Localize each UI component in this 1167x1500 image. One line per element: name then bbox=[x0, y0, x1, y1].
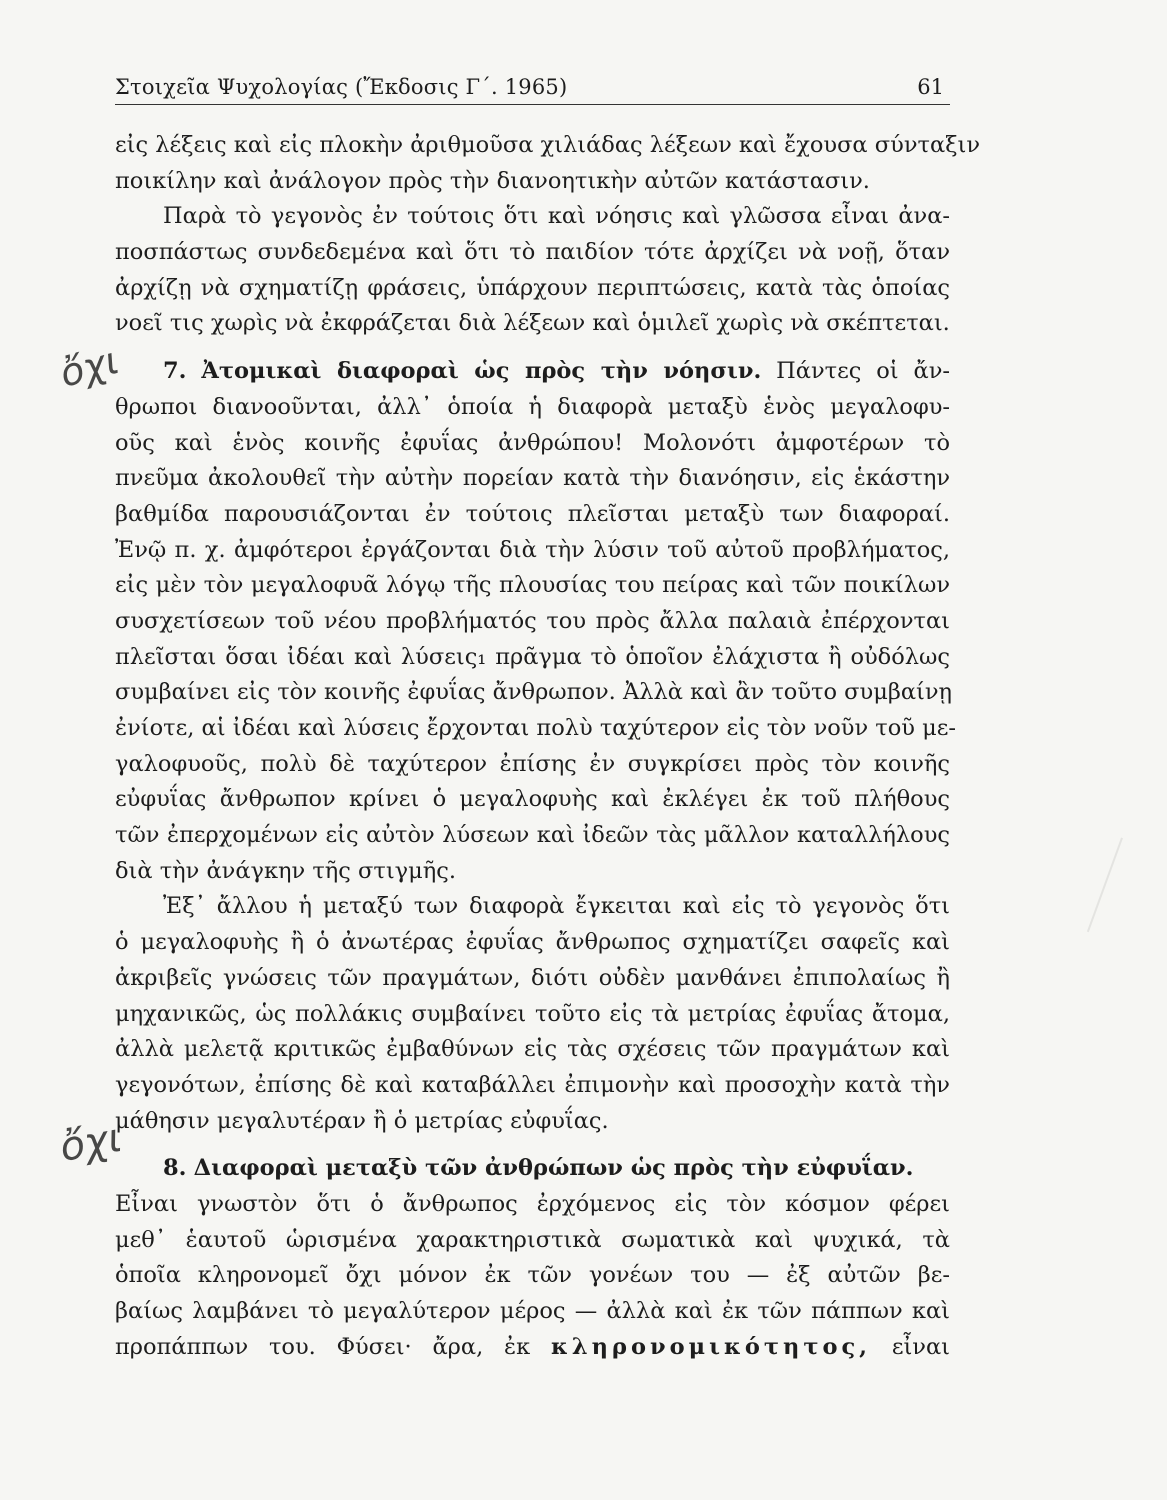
text-line-last bbox=[115, 1330, 950, 1366]
text-run: προπάππων του. Φύσει· ἄρα, ἐκ bbox=[115, 1333, 531, 1360]
text-line: ἀρχίζῃ νὰ σχηματίζῃ φράσεις, ὑπάρχουν περιπτώσεις, κατὰ τὰς ὁποίας bbox=[115, 274, 950, 301]
spaced-emphasis-word: κληρονομικότητος, bbox=[551, 1333, 872, 1360]
text-line: ποικίλην καὶ ἀνάλογον πρὸς τὴν διανοητικὴν αὐτῶν κατάστασιν. bbox=[115, 167, 870, 194]
text-line: θρωποι διανοοῦνται, ἀλλ᾽ ὁποία ἡ διαφορὰ μεταξὺ ἑνὸς μεγαλοφυ- bbox=[115, 393, 950, 420]
running-head-title: Στοιχεῖα Ψυχολογίας (Ἔκδοσις Γ΄. 1965) bbox=[115, 75, 568, 99]
text-line: γεγονότων, ἐπίσης δὲ καὶ καταβάλλει ἐπιμονὴν καὶ προσοχὴν κατὰ τὴν bbox=[115, 1071, 950, 1098]
text-line: πλεῖσται ὅσαι ἰδέαι καὶ λύσεις₁ πρᾶγμα τὸ ὁποῖον ἐλάχιστα ἢ οὐδόλως bbox=[115, 643, 950, 670]
text-line: διὰ τὴν ἀνάγκην τῆς στιγμῆς. bbox=[115, 857, 456, 884]
text-line: εἰς μὲν τὸν μεγαλοφυᾶ λόγῳ τῆς πλουσίας του πείρας καὶ τῶν ποικίλων bbox=[115, 572, 950, 599]
handwritten-margin-note: ὄχι bbox=[55, 338, 124, 396]
handwritten-margin-note: ὄχι bbox=[56, 1114, 126, 1172]
text-line: βαίως λαμβάνει τὸ μεγαλύτερον μέρος — ἀλλὰ καὶ ἐκ τῶν πάππων καὶ bbox=[115, 1298, 950, 1324]
section-title: Ἀτομικαὶ διαφοραὶ ὡς πρὸς τὴν νόησιν. bbox=[201, 358, 762, 385]
text-run: Πάντες οἱ ἄν- bbox=[776, 358, 950, 385]
section-7-first-line bbox=[115, 354, 950, 390]
text-line: πνεῦμα ἀκολουθεῖ τὴν αὐτὴν πορείαν κατὰ τὴν διανόησιν, εἰς ἑκάστην bbox=[115, 465, 950, 492]
text-line: εἰς λέξεις καὶ εἰς πλοκὴν ἀριθμοῦσα χιλιάδας λέξεων καὶ ἔχουσα σύνταξιν bbox=[115, 132, 981, 158]
text-line: ἀκριβεῖς γνώσεις τῶν πραγμάτων, διότι οὐδὲν μανθάνει ἐπιπολαίως ἢ bbox=[115, 964, 950, 991]
text-line: νοεῖ τις χωρὶς νὰ ἐκφράζεται διὰ λέξεων καὶ ὁμιλεῖ χωρὶς νὰ σκέπτεται. bbox=[115, 310, 950, 337]
section-8-heading-line bbox=[115, 1151, 950, 1187]
text-line: μάθησιν μεγαλυτέραν ἢ ὁ μετρίας εὐφυΐας. bbox=[115, 1107, 609, 1134]
text-line: Παρὰ τὸ γεγονὸς ἐν τούτοις ὅτι καὶ νόησις καὶ γλῶσσα εἶναι ἀνα- bbox=[163, 203, 950, 230]
text-line: μηχανικῶς, ὡς πολλάκις συμβαίνει τοῦτο εἰς τὰ μετρίας ἐφυΐας ἄτομα, bbox=[115, 1000, 950, 1027]
page-body bbox=[115, 128, 981, 1365]
bleed-through-mark bbox=[1087, 838, 1151, 943]
text-line: ἀλλὰ μελετᾷ κριτικῶς ἐμβαθύνων εἰς τὰς σχέσεις τῶν πραγμάτων καὶ bbox=[115, 1036, 950, 1063]
text-line: βαθμίδα παρουσιάζονται ἐν τούτοις πλεῖσται μεταξὺ των διαφοραί. bbox=[115, 500, 950, 527]
text-run: εἶναι bbox=[891, 1333, 951, 1360]
page-number: 61 bbox=[917, 75, 944, 99]
text-line: Ἐνῷ π. χ. ἀμφότεροι ἐργάζονται διὰ τὴν λύσιν τοῦ αὐτοῦ προβλήματος, bbox=[115, 536, 950, 563]
text-line: ὁποῖα κληρονομεῖ ὄχι μόνον ἐκ τῶν γονέων του — ἐξ αὐτῶν βε- bbox=[115, 1262, 950, 1289]
text-line: ἐνίοτε, αἱ ἰδέαι καὶ λύσεις ἔρχονται πολὺ ταχύτερον εἰς τὸν νοῦν τοῦ με- bbox=[115, 715, 957, 741]
text-line: Ἐξ᾽ ἄλλου ἡ μεταξύ των διαφορὰ ἔγκειται καὶ εἰς τὸ γεγονὸς ὅτι bbox=[163, 893, 950, 920]
section-title: Διαφοραὶ μεταξὺ τῶν ἀνθρώπων ὡς πρὸς τὴν εὐφυΐαν. bbox=[193, 1155, 914, 1182]
text-line: ὁ μεγαλοφυὴς ἢ ὁ ἀνωτέρας ἐφυΐας ἄνθρωπος σχηματίζει σαφεῖς καὶ bbox=[115, 929, 950, 956]
text-line: Εἶναι γνωστὸν ὅτι ὁ ἄνθρωπος ἐρχόμενος εἰς τὸν κόσμον φέρει bbox=[115, 1190, 950, 1217]
running-header bbox=[115, 72, 950, 105]
text-line: τῶν ἐπερχομένων εἰς αὐτὸν λύσεων καὶ ἰδεῶν τὰς μᾶλλον καταλλήλους bbox=[115, 822, 950, 849]
text-line: μεθ᾽ ἑαυτοῦ ὡρισμένα χαρακτηριστικὰ σωματικὰ καὶ ψυχικά, τὰ bbox=[115, 1226, 950, 1253]
text-line: εὐφυΐας ἄνθρωπον κρίνει ὁ μεγαλοφυὴς καὶ ἐκλέγει ἐκ τοῦ πλήθους bbox=[115, 786, 950, 813]
text-line: ποσπάστως συνδεδεμένα καὶ ὅτι τὸ παιδίον τότε ἀρχίζει νὰ νοῇ, ὅταν bbox=[115, 239, 950, 266]
section-number: 7. bbox=[163, 358, 187, 385]
text-line: γαλοφυοῦς, πολὺ δὲ ταχύτερον ἐπίσης ἐν συγκρίσει πρὸς τὸν κοινῆς bbox=[115, 750, 950, 777]
text-line: συσχετίσεων τοῦ νέου προβλήματός του πρὸς ἄλλα παλαιὰ ἐπέρχονται bbox=[115, 607, 950, 634]
section-number: 8. bbox=[163, 1155, 187, 1182]
text-line: οῦς καὶ ἑνὸς κοινῆς ἐφυΐας ἀνθρώπου! Μολονότι ἀμφοτέρων τὸ bbox=[115, 429, 950, 456]
text-line: συμβαίνει εἰς τὸν κοινῆς ἐφυΐας ἄνθρωπον. Ἀλλὰ καὶ ἂν τοῦτο συμβαίνῃ bbox=[115, 679, 953, 706]
